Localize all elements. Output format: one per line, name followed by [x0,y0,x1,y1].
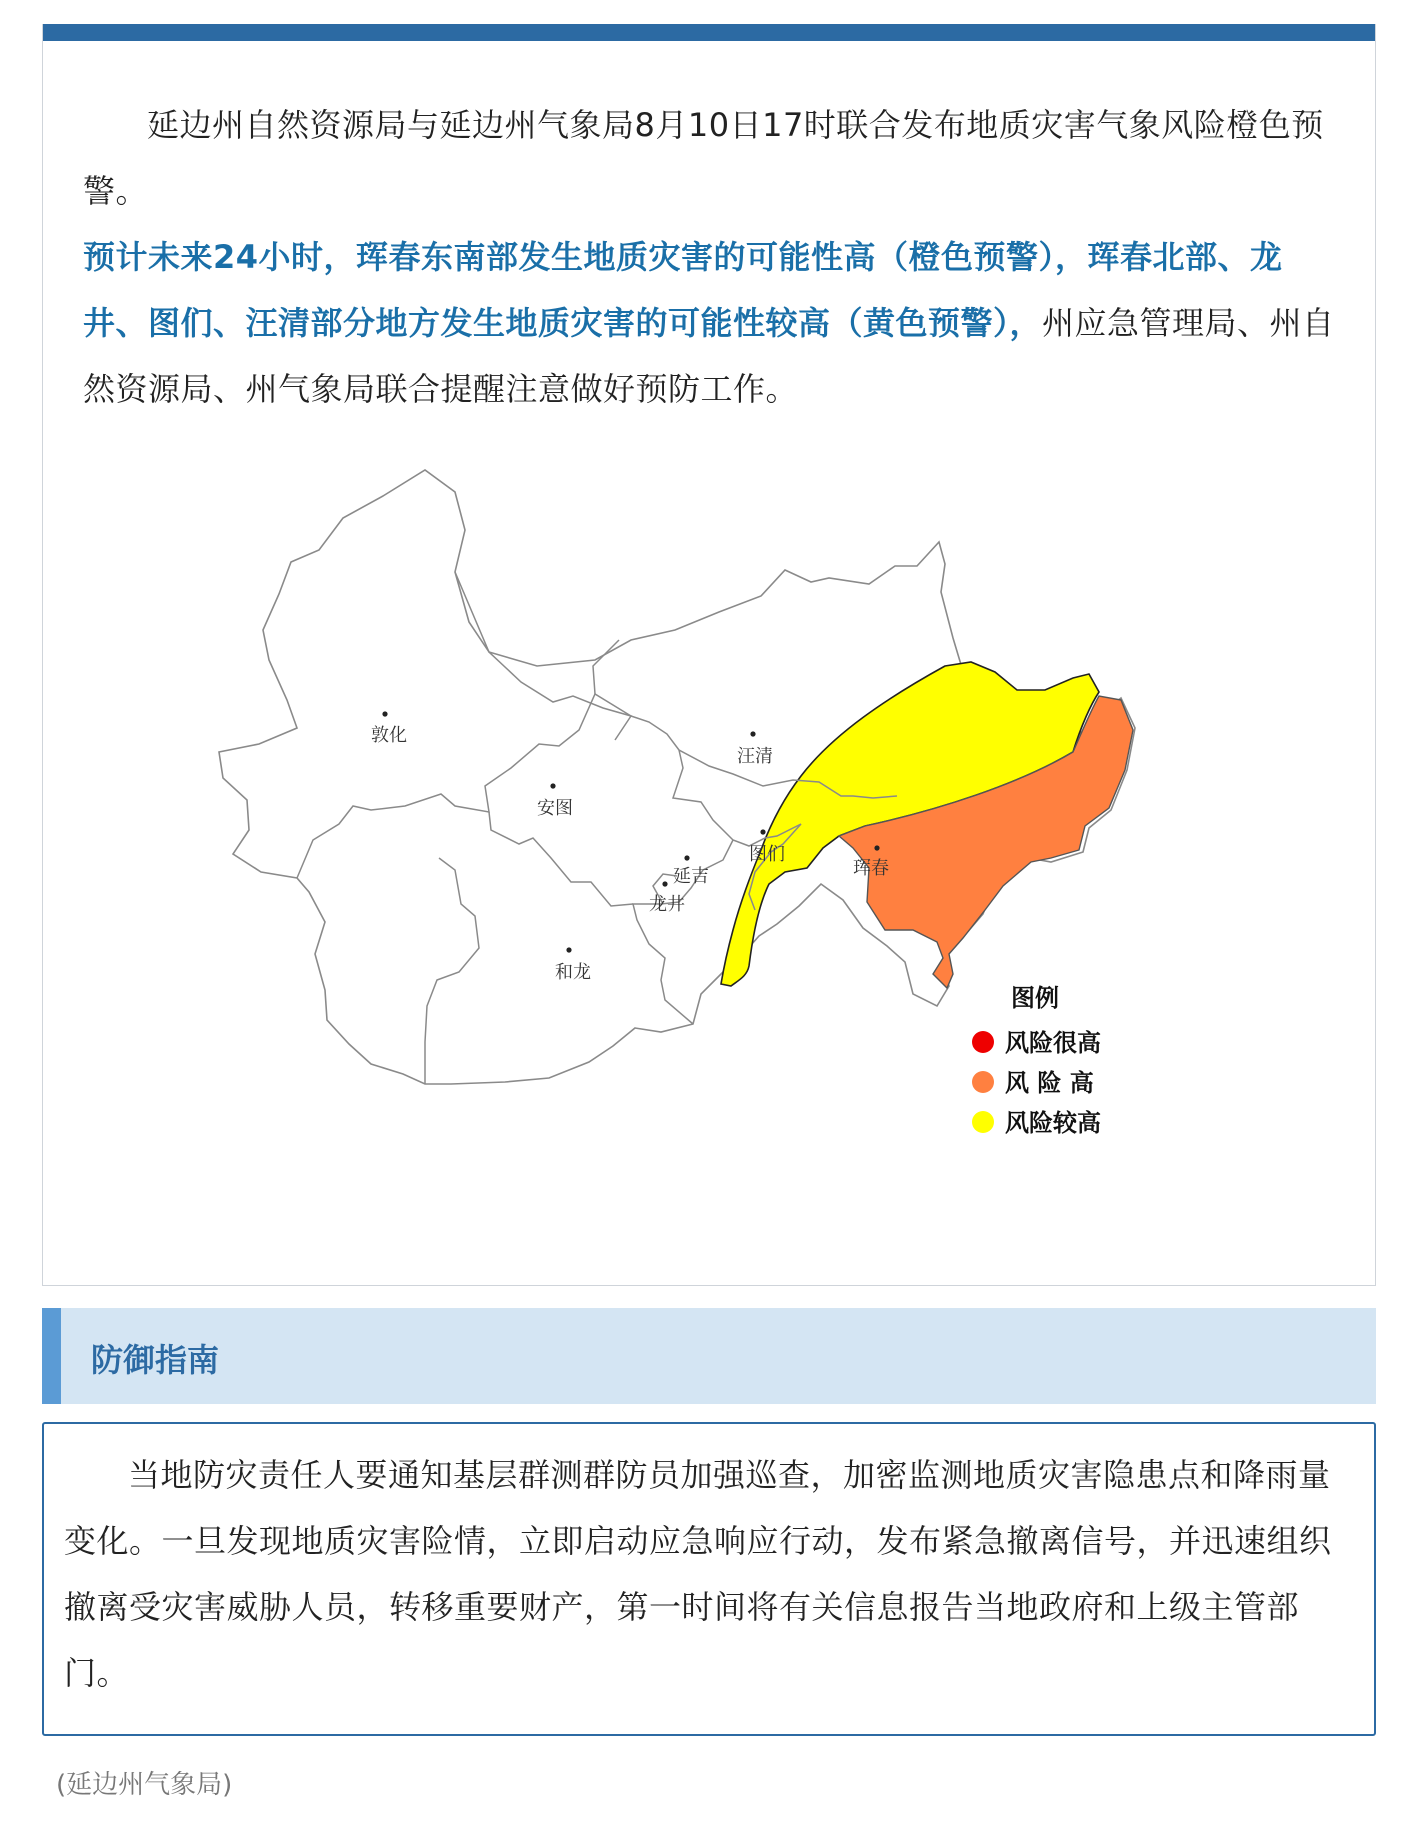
city-label-hunchun: 珲春 [853,858,889,879]
source-credit: (延边州气象局) [56,1770,233,1800]
city-label-yanji: 延吉 [673,866,709,887]
map-legend [972,983,1101,1137]
hunchun-marker [874,845,879,850]
legend-label-high: 风 险 高 [1005,1068,1094,1097]
card-top-bar [43,24,1375,41]
city-label-longjing: 龙井 [649,894,685,915]
city-label-dunhua: 敦化 [371,725,407,746]
guide-header [42,1308,1376,1404]
city-label-wangqing: 汪清 [737,746,773,767]
dunhua-marker [382,711,387,716]
city-label-tumen: 图们 [749,844,785,865]
guide-text: 当地防灾责任人要通知基层群测群防员加强巡查，加密监测地质灾害隐患点和降雨量变化。一旦发现地质灾害险情，立即启动应急响应行动，发布紧急撤离信号，并迅速组织撤离受灾害威胁人员，转移重要财产，第一时间将有关信息报告当地政府和上级主管部门。 [64,1456,1332,1692]
legend-swatch-very-high [972,1031,994,1053]
risk-map [193,434,1285,1274]
warning-card [42,24,1376,1286]
city-label-antu: 安图 [537,798,573,819]
legend-label-elevated: 风险较高 [1005,1108,1101,1137]
yanji-marker [684,855,689,860]
intro-text [83,92,1341,422]
legend-swatch-high [972,1071,994,1093]
warning-highlight: 预计未来24小时，珲春东南部发生地质灾害的可能性高（橙色预警），珲春北部、龙井、图们、汪清部分地方发生地质灾害的可能性较高（黄色预警）， [83,238,1283,342]
legend-swatch-elevated [972,1111,994,1133]
intro-paragraph-1: 延边州自然资源局与延边州气象局8月10日17时联合发布地质灾害气象风险橙色预警。 [83,106,1324,210]
longjing-marker [662,881,667,886]
helong-marker [566,947,571,952]
guide-title: 防御指南 [91,1341,220,1379]
intro-paragraph-2-rest: 州应急管理局、州自然资源局、州气象局联合提醒注意做好预防工作。 [83,304,1335,408]
tumen-marker [760,829,765,834]
city-label-helong: 和龙 [555,962,591,983]
legend-label-very-high: 风险很高 [1005,1028,1101,1057]
legend-title: 图例 [1011,983,1059,1012]
wangqing-marker [750,731,755,736]
guide-box [42,1422,1376,1736]
antu-marker [550,783,555,788]
